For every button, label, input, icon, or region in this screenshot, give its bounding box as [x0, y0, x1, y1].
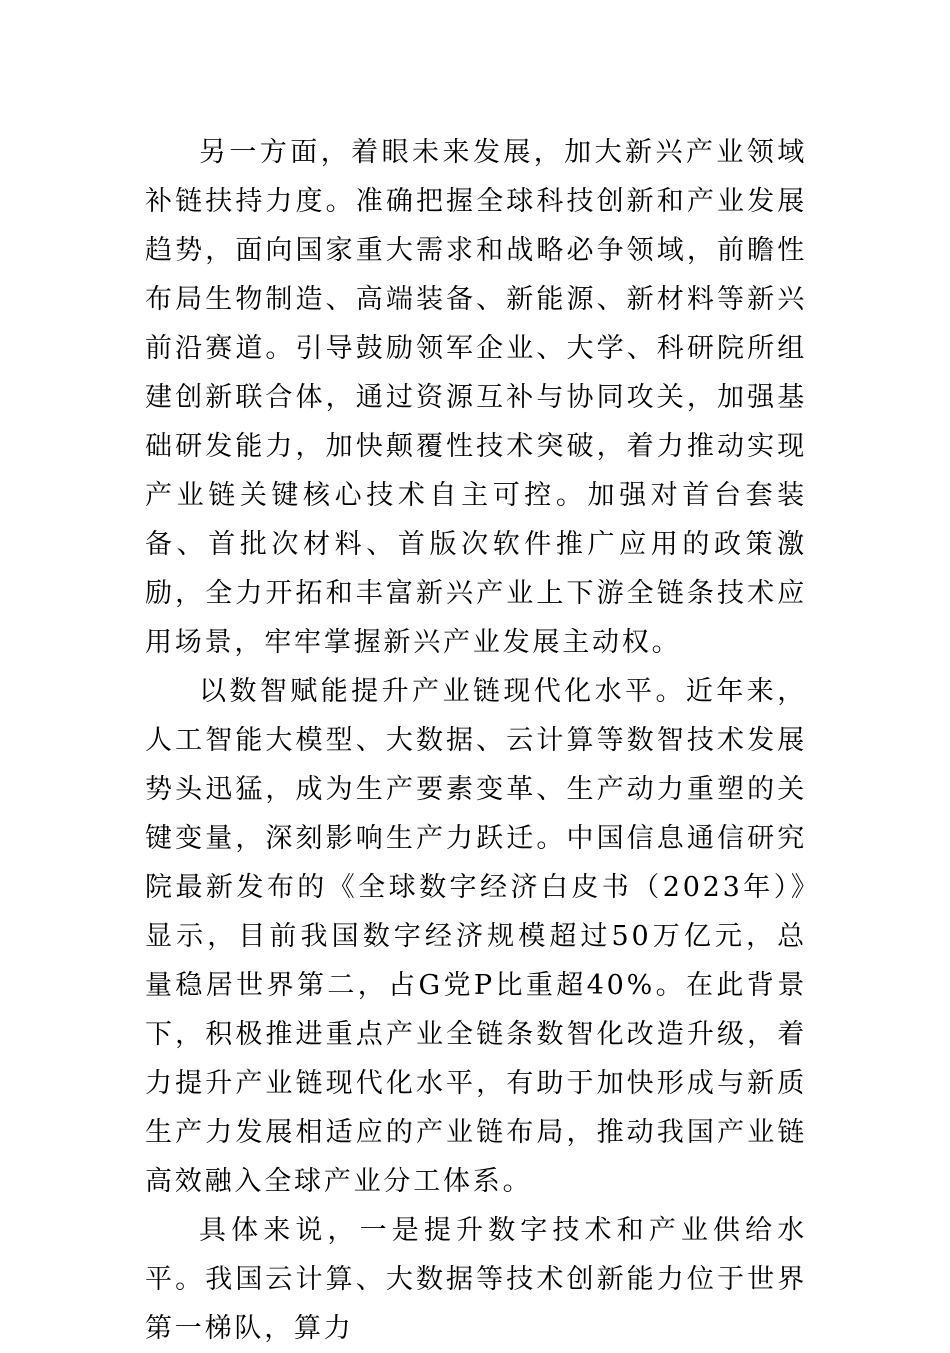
body-text	[145, 128, 807, 1353]
paragraph-2: 以数智赋能提升产业链现代化水平。近年来，人工智能大模型、大数据、云计算等数智技术发展势头迅猛，成为生产要素变革、生产动力重塑的关键变量，深刻影响生产力跃迁。中国信息通信研究院最新发布的《全球数字经济白皮书（2023年）》显示，目前我国数字经济规模超过50万亿元，总量稳居世界第二，占G党P比重超40%。在此背景下，积极推进重点产业全链条数智化改造升级，着力提升产业链现代化水平，有助于加快形成与新质生产力发展相适应的产业链布局，推动我国产业链高效融入全球产业分工体系。	[145, 676, 807, 1197]
paragraph-3: 具体来说，一是提升数字技术和产业供给水平。我国云计算、大数据等技术创新能力位于世界第一梯队，算力	[145, 1215, 807, 1344]
paragraph-1: 另一方面，着眼未来发展，加大新兴产业领域补链扶持力度。准确把握全球科技创新和产业发展趋势，面向国家重大需求和战略必争领域，前瞻性布局生物制造、高端装备、新能源、新材料等新兴前沿赛道。引导鼓励领军企业、大学、科研院所组建创新联合体，通过资源互补与协同攻关，加强基础研发能力，加快颠覆性技术突破，着力推动实现产业链关键核心技术自主可控。加强对首台套装备、首批次材料、首版次软件推广应用的政策激励，全力开拓和丰富新兴产业上下游全链条技术应用场景，牢牢掌握新兴产业发展主动权。	[145, 137, 807, 658]
